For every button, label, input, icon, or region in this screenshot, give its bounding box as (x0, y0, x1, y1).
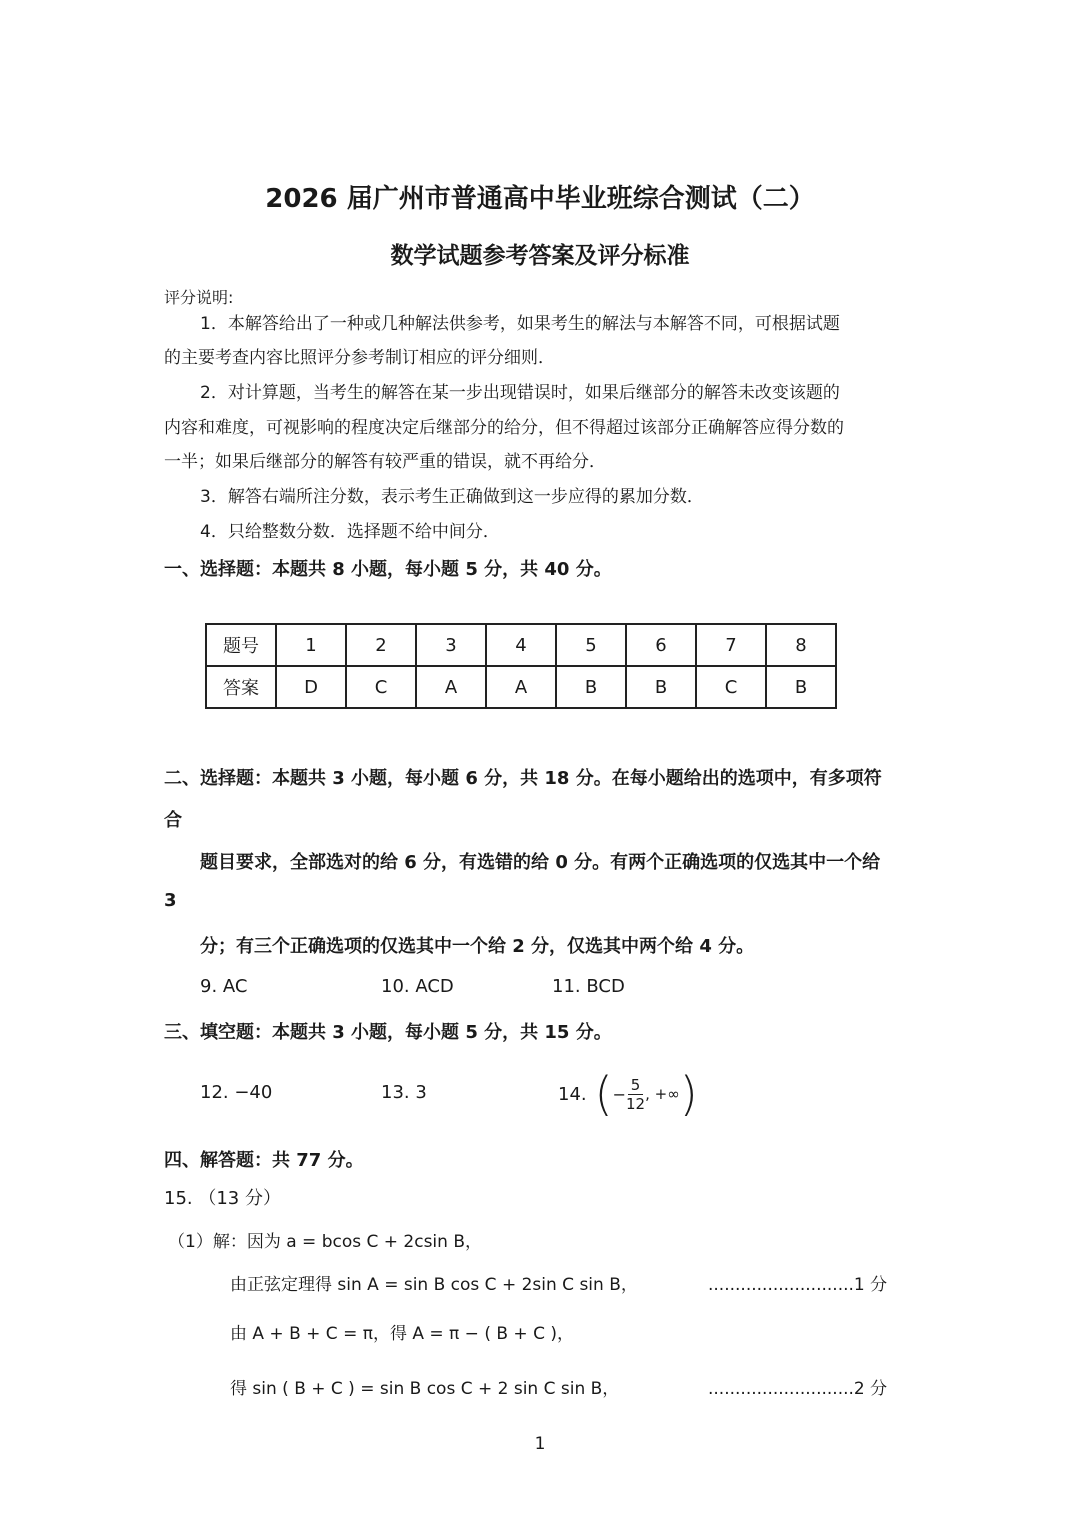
note-1a: 1．本解答给出了一种或几种解法供参考，如果考生的解法与本解答不同，可根据试题 (200, 314, 840, 334)
table-cell: B (626, 666, 696, 708)
section2-line-1: 二、选择题：本题共 3 小题，每小题 6 分，共 18 分。在每小题给出的选项中，有多项符 (164, 768, 882, 789)
table-cell: C (696, 666, 766, 708)
table-cell: 1 (276, 624, 346, 666)
answer-14-tail: , +∞ (645, 1085, 680, 1103)
answer-14-fraction (626, 1076, 645, 1113)
note-2a: 2．对计算题，当考生的解答在某一步出现错误时，如果后继部分的解答未改变该题的 (200, 383, 840, 403)
left-paren-icon: ( (594, 1067, 613, 1121)
answer-14 (558, 1066, 698, 1122)
answer-14-label: 14. (558, 1083, 587, 1105)
note-2b: 内容和难度，可视影响的程度决定后继部分的给分，但不得超过该部分正确解答应得分数的 (164, 418, 844, 438)
solution-line-3: 由 A + B + C = π，得 A = π − ( B + C )， (230, 1324, 574, 1344)
note-2c: 一半；如果后继部分的解答有较严重的错误，就不再给分． (164, 452, 606, 472)
page-subtitle: 数学试题参考答案及评分标准 (390, 243, 690, 269)
page-number: 1 (534, 1434, 546, 1454)
answer-table (205, 623, 837, 709)
page-title: 2026 届广州市普通高中毕业班综合测试（二） (265, 184, 815, 214)
fraction-denominator: 12 (626, 1094, 646, 1113)
solution-line-1: （1）解：因为 a = bcos C + 2csin B， (168, 1232, 482, 1252)
note-4: 4．只给整数分数．选择题不给中间分． (200, 522, 500, 542)
table-cell: 7 (696, 624, 766, 666)
table-cell: 答案 (206, 666, 276, 708)
table-cell: 5 (556, 624, 626, 666)
note-3: 3．解答右端所注分数，表示考生正确做到这一步应得的累加分数． (200, 487, 704, 507)
answer-10: 10. ACD (381, 976, 454, 997)
solution-line-4: 得 sin ( B + C ) = sin B cos C + 2 sin C sin B， (230, 1379, 620, 1399)
answer-13: 13. 3 (381, 1082, 427, 1103)
answer-14-sign: − (612, 1084, 626, 1104)
note-1b: 的主要考查内容比照评分参考制订相应的评分细则． (164, 348, 555, 368)
right-paren-icon: ) (679, 1067, 698, 1121)
table-cell: B (556, 666, 626, 708)
table-row (206, 666, 836, 708)
table-cell: C (346, 666, 416, 708)
table-cell: 题号 (206, 624, 276, 666)
table-cell: 6 (626, 624, 696, 666)
notes-heading: 评分说明: (164, 288, 234, 307)
section2-line-3: 题目要求，全部选对的给 6 分，有选错的给 0 分。有两个正确选项的仅选其中一个给 (200, 852, 881, 873)
section2-line-4: 3 (164, 890, 177, 911)
table-cell: A (486, 666, 556, 708)
answer-9: 9. AC (200, 976, 248, 997)
table-cell: B (766, 666, 836, 708)
solution-score-2: ...........................2 分 (708, 1379, 888, 1399)
table-row (206, 624, 836, 666)
section3-heading: 三、填空题：本题共 3 小题，每小题 5 分，共 15 分。 (164, 1022, 612, 1043)
table-cell: 8 (766, 624, 836, 666)
table-cell: D (276, 666, 346, 708)
table-cell: A (416, 666, 486, 708)
section2-line-2: 合 (164, 810, 182, 831)
solution-line-2: 由正弦定理得 sin A = sin B cos C + 2sin C sin B， (230, 1275, 638, 1295)
section2-line-5: 分；有三个正确选项的仅选其中一个给 2 分，仅选其中两个给 4 分。 (200, 936, 755, 957)
table-cell: 2 (346, 624, 416, 666)
solution-score-1: ...........................1 分 (708, 1275, 888, 1295)
answer-12: 12. −40 (200, 1082, 273, 1103)
fraction-numerator: 5 (628, 1076, 644, 1095)
answer-11: 11. BCD (552, 976, 625, 997)
question-15-title: 15. （13 分） (164, 1188, 281, 1209)
table-cell: 3 (416, 624, 486, 666)
table-cell: 4 (486, 624, 556, 666)
section4-heading: 四、解答题：共 77 分。 (164, 1150, 364, 1171)
section1-heading: 一、选择题：本题共 8 小题，每小题 5 分，共 40 分。 (164, 559, 612, 580)
